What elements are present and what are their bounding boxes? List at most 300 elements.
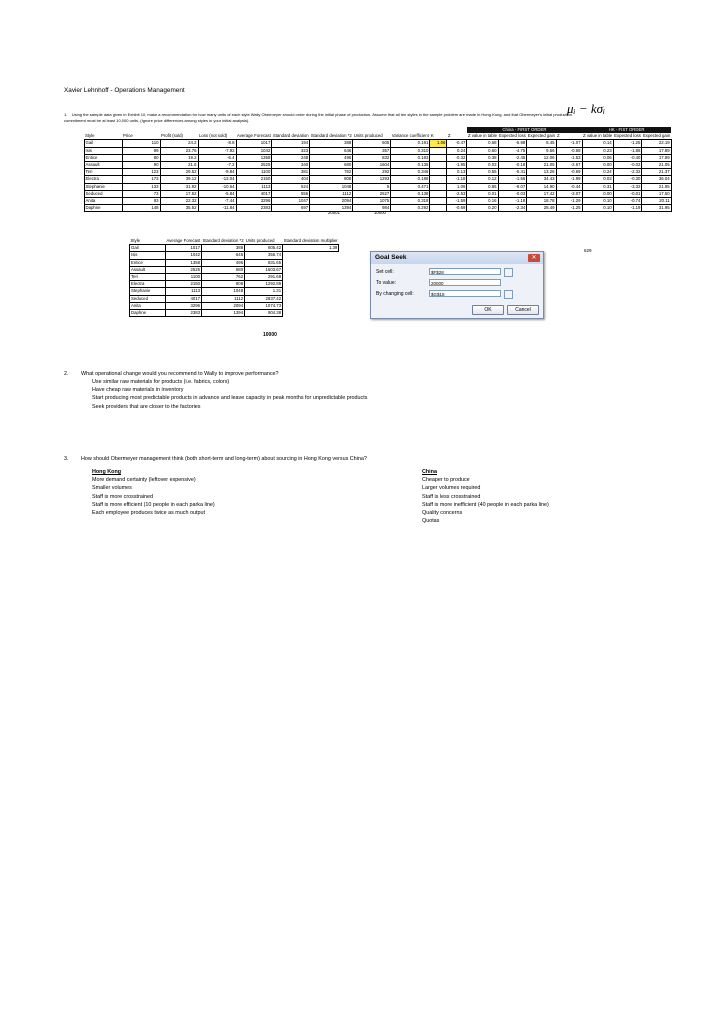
multiplier-table xyxy=(129,238,339,338)
style-cell: Isis xyxy=(84,147,122,154)
column-header: Standard deviation xyxy=(272,133,309,139)
value-cell: 0.292 xyxy=(391,205,430,212)
value-cell: 1048 xyxy=(202,288,245,295)
hk-first-order-header: HK - FIST ORDER xyxy=(582,127,671,133)
style-cell: Gail xyxy=(130,245,166,252)
value-cell: 17.89 xyxy=(642,147,671,154)
side-number: 629 xyxy=(584,248,592,253)
value-cell: 1017 xyxy=(166,245,202,252)
value-cell: 1604 xyxy=(353,161,391,168)
list-item: Start producing most predictable products in advance and leave capacity in peak months for unpredictable products xyxy=(92,395,368,402)
column-header: Units produced xyxy=(353,133,383,139)
value-cell: 0.55 xyxy=(467,169,498,176)
column-header: Variance coefficient xyxy=(391,133,429,139)
table-row xyxy=(64,197,671,204)
value-cell: 1358 xyxy=(166,259,202,266)
value-cell: 323 xyxy=(272,147,310,154)
value-cell: -1.59 xyxy=(447,197,467,204)
spacer-cell xyxy=(64,205,84,212)
style-cell: Assault xyxy=(130,266,166,273)
to-value-label: To value: xyxy=(376,280,397,286)
list-item: Have cheap raw materials in inventory xyxy=(92,387,184,394)
style-cell: Seduced xyxy=(130,295,166,302)
table-row xyxy=(64,183,671,190)
value-cell: 0.191 xyxy=(391,140,430,147)
list-item: Smaller volumes xyxy=(92,485,132,492)
value-cell: -0.40 xyxy=(613,154,642,161)
value-cell: 0.85 xyxy=(467,183,498,190)
document-title: Xavier Lehnhoff - Operations Management xyxy=(64,87,185,94)
style-cell: Stephanie xyxy=(130,288,166,295)
value-cell: -0.74 xyxy=(613,197,642,204)
value-cell: 680 xyxy=(202,266,245,273)
set-cell-input[interactable]: $F$28 xyxy=(429,268,501,275)
list-item: Seek providers that are closer to the factories xyxy=(92,403,201,410)
value-cell: 1112 xyxy=(202,295,245,302)
hong-kong-list xyxy=(92,476,215,517)
china-column xyxy=(422,468,549,525)
value-cell: 2094 xyxy=(202,302,245,309)
close-icon[interactable]: ✕ xyxy=(528,254,540,262)
value-cell: 1358 xyxy=(236,154,272,161)
style-cell: Anita xyxy=(84,197,122,204)
value-cell: 1394 xyxy=(310,205,353,212)
spacer-cell xyxy=(64,154,84,161)
table-row xyxy=(130,245,339,252)
style-cell: Daphne xyxy=(130,309,166,316)
question-2-number: 2. xyxy=(64,371,69,377)
changing-cell-input[interactable]: $G$18 xyxy=(429,290,501,297)
value-cell: 29.52 xyxy=(160,169,198,176)
spacer-cell xyxy=(64,161,84,168)
value-cell xyxy=(430,147,447,154)
value-cell: 762 xyxy=(202,273,245,280)
spacer-cell xyxy=(283,302,339,309)
safety-stock-formula: μᵢ − kσᵢ xyxy=(567,101,606,116)
value-cell: -1.86 xyxy=(613,147,642,154)
value-cell: 0.10 xyxy=(582,205,613,212)
value-cell: 832 xyxy=(353,154,391,161)
question-2-answers xyxy=(92,378,367,411)
china-first-order-header: China - FIRST ORDER xyxy=(467,127,582,133)
value-cell: 133 xyxy=(122,183,160,190)
column-header: Price xyxy=(123,133,133,139)
value-cell: 22.32 xyxy=(160,197,198,204)
value-cell: 0.183 xyxy=(391,154,430,161)
value-cell: -0.18 xyxy=(498,161,527,168)
style-cell: Assault xyxy=(84,161,122,168)
value-cell: 697 xyxy=(272,205,310,212)
column-header: Expected gain xyxy=(642,133,671,139)
value-cell: 0.318 xyxy=(391,197,430,204)
total-forecast: 20001 xyxy=(328,210,340,215)
value-cell: 3296 xyxy=(236,197,272,204)
value-cell: 0.68 xyxy=(467,140,498,147)
value-cell: 831.65 xyxy=(245,259,283,266)
list-item: Staff is more efficient (10 people in each parka line) xyxy=(92,501,215,508)
value-cell: -9.07 xyxy=(498,183,527,190)
value-cell: -1.18 xyxy=(498,197,527,204)
style-cell: Isis xyxy=(130,252,166,259)
value-cell: 2383 xyxy=(166,309,202,316)
style-cell: Anita xyxy=(130,302,166,309)
value-cell: 356.74 xyxy=(245,252,283,259)
table-row xyxy=(130,266,339,273)
value-cell: 1100 xyxy=(236,169,272,176)
value-cell: 0.188 xyxy=(391,176,430,183)
spacer-cell xyxy=(64,140,84,147)
value-cell: -4.75 xyxy=(498,147,527,154)
style-cell: Electra xyxy=(130,281,166,288)
value-cell: -5.84 xyxy=(198,190,236,197)
value-cell: 0.16 xyxy=(467,197,498,204)
value-cell: 2150 xyxy=(236,176,272,183)
multiplier-total: 10000 xyxy=(263,332,277,338)
column-header: Standard deviation *2 xyxy=(202,238,244,244)
value-cell: -0.32 xyxy=(447,154,467,161)
value-cell: 904.38 xyxy=(245,309,283,316)
range-picker-icon[interactable] xyxy=(504,290,513,299)
column-header: Loss (not sold) xyxy=(199,133,228,139)
column-header: Style xyxy=(130,238,141,244)
value-cell: 0.13 xyxy=(447,169,467,176)
value-cell: 4017 xyxy=(236,190,272,197)
spacer-cell xyxy=(283,288,339,295)
value-cell: -1.07 xyxy=(556,140,582,147)
value-cell: 14.90 xyxy=(527,183,556,190)
table-row xyxy=(64,169,671,176)
value-cell: 248 xyxy=(272,154,310,161)
total-units: 10000 xyxy=(374,210,386,215)
table-row xyxy=(130,281,339,288)
list-item: Staff is more inefficient (40 people in each parka line) xyxy=(422,501,549,508)
list-item: Cheaper to produce xyxy=(422,477,470,484)
range-picker-icon[interactable] xyxy=(504,268,513,277)
value-cell: 5 xyxy=(353,183,391,190)
value-cell: 34.43 xyxy=(527,176,556,183)
column-header: Style xyxy=(85,133,95,139)
spacer-cell xyxy=(283,266,339,273)
table-row xyxy=(130,309,339,316)
value-cell: 1.31 xyxy=(245,288,283,295)
first-order-table xyxy=(64,127,672,215)
column-header: Expected loss xyxy=(614,133,641,139)
value-cell: 17.42 xyxy=(527,190,556,197)
spacer-cell xyxy=(64,147,84,154)
style-cell: Entice xyxy=(84,154,122,161)
question-2-text: What operational change would you recommend to Wally to improve performance? xyxy=(81,371,279,377)
hong-kong-column xyxy=(92,468,215,517)
value-cell: -8.8 xyxy=(198,140,236,147)
value-cell: 2525 xyxy=(236,161,272,168)
value-cell: 0.60 xyxy=(467,147,498,154)
value-cell: -2.67 xyxy=(556,161,582,168)
value-cell: -0.02 xyxy=(613,161,642,168)
table-row xyxy=(64,147,671,154)
value-cell: -1.25 xyxy=(613,140,642,147)
column-header: Standard deviation multiplier xyxy=(283,238,338,244)
value-cell: 0.24 xyxy=(447,147,467,154)
value-cell: 12.06 xyxy=(527,154,556,161)
value-cell: -3.32 xyxy=(613,183,642,190)
ok-button[interactable]: OK xyxy=(472,305,504,315)
value-cell: 524 xyxy=(272,183,310,190)
value-cell xyxy=(430,161,447,168)
value-cell: 1042 xyxy=(236,147,272,154)
value-cell: 123 xyxy=(122,169,160,176)
value-cell xyxy=(430,197,447,204)
table-row xyxy=(130,302,339,309)
value-cell: -0.47 xyxy=(447,140,467,147)
style-cell: Daphne xyxy=(84,205,122,212)
value-cell: -2.45 xyxy=(498,154,527,161)
value-cell: 1075 xyxy=(353,197,391,204)
value-cell: -1.25 xyxy=(556,205,582,212)
value-cell: -11.84 xyxy=(198,205,236,212)
value-cell: -5.41 xyxy=(498,169,527,176)
to-value-input[interactable]: 20000 xyxy=(429,279,501,286)
spacer-cell xyxy=(283,281,339,288)
style-cell: Stephanie xyxy=(84,183,122,190)
column-header: Average Forecast xyxy=(237,133,271,139)
value-cell: 0.346 xyxy=(391,169,430,176)
table-row xyxy=(64,190,671,197)
value-cell: -0.69 xyxy=(447,205,467,212)
value-cell: 646 xyxy=(202,252,245,259)
value-cell: 680 xyxy=(310,161,353,168)
value-cell: 73 xyxy=(122,190,160,197)
value-cell: 404 xyxy=(272,176,310,183)
value-cell: 646 xyxy=(310,147,353,154)
value-cell: -2.53 xyxy=(447,190,467,197)
value-cell: 0.12 xyxy=(467,176,498,183)
table-row xyxy=(130,273,339,280)
column-header: Expected gain xyxy=(527,133,556,139)
value-cell: 0.03 xyxy=(582,176,613,183)
value-cell: 0.310 xyxy=(391,147,430,154)
value-cell: 808 xyxy=(202,281,245,288)
value-cell: 0.24 xyxy=(582,169,613,176)
value-cell: 31.95 xyxy=(642,205,671,212)
style-cell: Gail xyxy=(84,140,122,147)
list-item: More demand certainty (leftover expensive) xyxy=(92,477,196,484)
value-cell: 23.76 xyxy=(160,147,198,154)
question-1 xyxy=(64,112,584,124)
spacer-cell xyxy=(64,133,84,140)
goal-seek-dialog xyxy=(370,251,544,319)
k-value-cell: 1.06 xyxy=(430,140,447,147)
value-cell: 496 xyxy=(202,259,245,266)
value-cell: 0.01 xyxy=(467,190,498,197)
value-cell: -9.84 xyxy=(198,169,236,176)
value-cell: 4017 xyxy=(166,295,202,302)
list-item: Quality concerns xyxy=(422,510,463,517)
value-cell: 292 xyxy=(353,169,391,176)
column-header: K xyxy=(430,133,434,139)
value-cell: 2525 xyxy=(166,266,202,273)
value-cell: 0.135 xyxy=(391,161,430,168)
value-cell: -1.19 xyxy=(613,205,642,212)
table-row xyxy=(64,140,671,147)
value-cell: 0.10 xyxy=(582,197,613,204)
value-cell: 18.78 xyxy=(527,197,556,204)
column-header: Units produced xyxy=(245,238,275,244)
value-cell: 90 xyxy=(122,161,160,168)
value-cell: 110 xyxy=(122,140,160,147)
value-cell: 2150 xyxy=(166,281,202,288)
changing-cell-label: By changing cell: xyxy=(376,291,414,297)
value-cell: 0.471 xyxy=(391,183,430,190)
value-cell: -2.32 xyxy=(613,169,642,176)
value-cell: -0.44 xyxy=(556,183,582,190)
question-3-text: How should Obermeyer management think (both short-term and long-term) about sourcing in Hong Kong versus China? xyxy=(81,456,367,462)
value-cell: 0.00 xyxy=(582,161,613,168)
table-row xyxy=(64,205,671,212)
value-cell: 0.14 xyxy=(582,140,613,147)
list-item: Each employee produces twice as much output xyxy=(92,510,205,517)
value-cell: 80 xyxy=(122,154,160,161)
value-cell: -5.98 xyxy=(498,140,527,147)
column-header: Z xyxy=(557,133,560,139)
value-cell: -2.34 xyxy=(498,205,527,212)
value-cell: 19.2 xyxy=(160,154,198,161)
value-cell: 0.138 xyxy=(391,190,430,197)
value-cell: 31.92 xyxy=(160,183,198,190)
spacer-cell xyxy=(283,273,339,280)
style-cell: Seduced xyxy=(84,190,122,197)
value-cell: 762 xyxy=(310,169,353,176)
value-cell: -6.4 xyxy=(198,154,236,161)
value-cell: 1100 xyxy=(166,273,202,280)
value-cell: 13.26 xyxy=(527,169,556,176)
value-cell: -3.07 xyxy=(556,190,582,197)
value-cell: 21.95 xyxy=(642,183,671,190)
list-item: Use similar raw materials for products (i.e. fabrics, colors) xyxy=(92,379,230,385)
value-cell: 2627 xyxy=(353,190,391,197)
value-cell: 556 xyxy=(272,190,310,197)
value-cell: 1047 xyxy=(272,197,310,204)
value-cell: -7.44 xyxy=(198,197,236,204)
column-header: Z value in table xyxy=(467,133,498,139)
value-cell: 340 xyxy=(272,161,310,168)
question-1-text: Using the sample data given in Exhibit 10, make a recommendation for how many units of each style Wally Obermeyer should order during the initial phase of production. Assume that all ten styles in the sample problem are made in Hong Kong, and that Obermeyer's initial production commitment must be at least 10,000 units. (Ignore price differences among styles in your initial analysis). xyxy=(64,112,573,123)
value-cell: 1074.73 xyxy=(245,302,283,309)
column-header: Z value in table xyxy=(583,133,613,139)
value-cell: 21.05 xyxy=(642,161,671,168)
value-cell: 17.52 xyxy=(160,190,198,197)
value-cell: 17.50 xyxy=(642,190,671,197)
value-cell xyxy=(430,190,447,197)
value-cell: 357 xyxy=(353,147,391,154)
value-cell: 1017 xyxy=(236,140,272,147)
style-cell: Entice xyxy=(130,259,166,266)
value-cell: -0.01 xyxy=(613,190,642,197)
table-row xyxy=(64,176,671,183)
value-cell: 20.11 xyxy=(642,197,671,204)
value-cell: 39.12 xyxy=(160,176,198,183)
spacer-cell xyxy=(283,309,339,316)
spacer-cell xyxy=(64,169,84,176)
value-cell: 21.05 xyxy=(527,161,556,168)
value-cell: 2383 xyxy=(236,205,272,212)
column-header: Average Forecast xyxy=(166,238,201,244)
value-cell: -7.2 xyxy=(198,161,236,168)
set-cell-label: Set cell: xyxy=(376,269,394,275)
spacer-cell xyxy=(283,252,339,259)
value-cell xyxy=(430,183,447,190)
value-cell: 17.99 xyxy=(642,154,671,161)
question-3-number: 3. xyxy=(64,456,69,462)
value-cell xyxy=(430,154,447,161)
value-cell: 2837.42 xyxy=(245,295,283,302)
value-cell: 21.37 xyxy=(642,169,671,176)
value-cell: 1048 xyxy=(310,183,353,190)
value-cell: 194 xyxy=(272,140,310,147)
value-cell: 22.19 xyxy=(642,140,671,147)
value-cell: 0.38 xyxy=(467,154,498,161)
value-cell: -1.53 xyxy=(556,154,582,161)
value-cell: -0.69 xyxy=(556,169,582,176)
value-cell: -1.29 xyxy=(556,197,582,204)
question-1-number: 1. xyxy=(64,112,68,117)
style-cell: Electra xyxy=(84,176,122,183)
value-cell: 1.06 xyxy=(447,183,467,190)
list-item: Larger volumes required xyxy=(422,485,481,492)
spacer-cell xyxy=(64,190,84,197)
spacer-cell xyxy=(64,183,84,190)
value-cell: 388 xyxy=(310,140,353,147)
value-cell: -10.64 xyxy=(198,183,236,190)
goal-seek-title: Goal Seek xyxy=(371,252,543,264)
multiplier-cell: 1.39 xyxy=(283,245,339,252)
value-cell: 0.20 xyxy=(467,205,498,212)
style-cell: Teri xyxy=(84,169,122,176)
value-cell: 1394 xyxy=(202,309,245,316)
value-cell: 1112 xyxy=(310,190,353,197)
value-cell: 148 xyxy=(122,205,160,212)
value-cell: -0.68 xyxy=(556,147,582,154)
value-cell: -7.92 xyxy=(198,147,236,154)
value-cell: 21.6 xyxy=(160,161,198,168)
value-cell: 8.45 xyxy=(527,140,556,147)
list-item: Staff is more crosstrained xyxy=(92,493,154,500)
value-cell: 0.00 xyxy=(582,190,613,197)
first-order-grid xyxy=(64,127,672,212)
value-cell xyxy=(430,205,447,212)
value-cell: -1.99 xyxy=(556,176,582,183)
value-cell: 36.04 xyxy=(642,176,671,183)
style-cell: Teri xyxy=(130,273,166,280)
value-cell: 2094 xyxy=(310,197,353,204)
spacer-cell xyxy=(64,197,84,204)
value-cell: 0.06 xyxy=(582,154,613,161)
value-cell: 9.56 xyxy=(527,147,556,154)
value-cell: 1292.89 xyxy=(245,281,283,288)
column-header: Expected loss xyxy=(499,133,526,139)
value-cell: 28.49 xyxy=(527,205,556,212)
spacer-cell xyxy=(283,259,339,266)
table-row xyxy=(130,295,339,302)
china-list xyxy=(422,476,549,525)
value-cell xyxy=(430,169,447,176)
list-item: Quotas xyxy=(422,518,440,525)
value-cell: 0.23 xyxy=(582,147,613,154)
list-item: Staff is less crosstrained xyxy=(422,493,481,500)
cancel-button[interactable]: Cancel xyxy=(507,305,539,315)
value-cell: 605 xyxy=(353,140,391,147)
table-row xyxy=(130,252,339,259)
column-header: Standard deviation *2 xyxy=(310,133,352,139)
